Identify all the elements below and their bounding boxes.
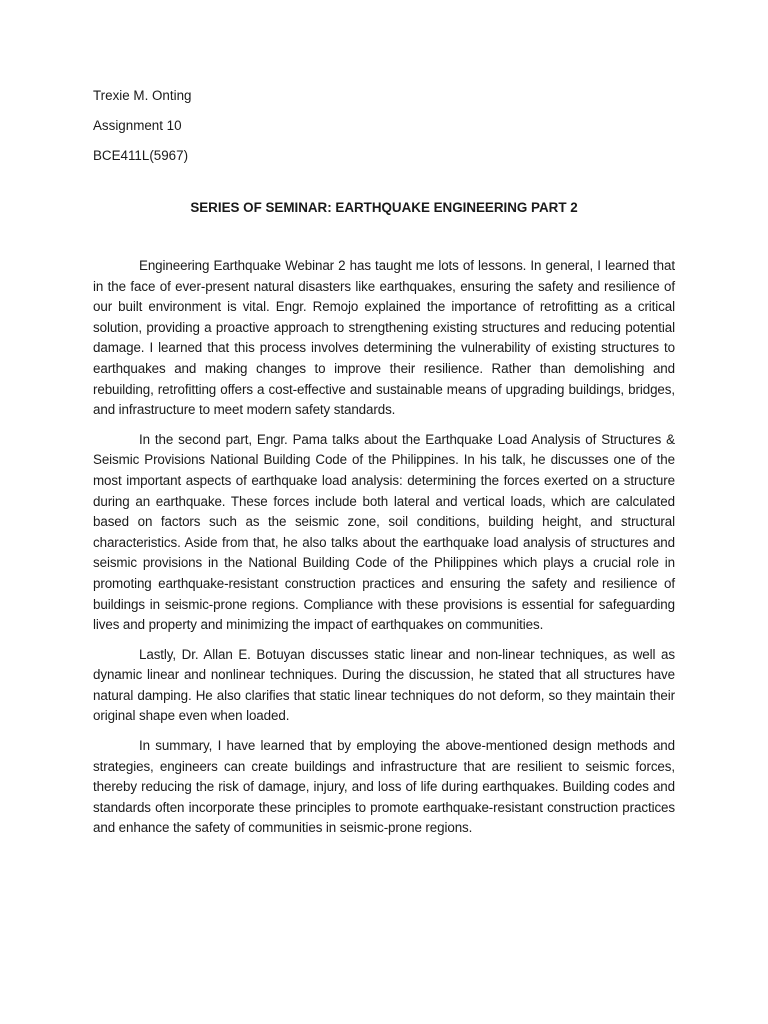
- paragraph-summary: In summary, I have learned that by employing the above-mentioned design methods and strategies, engineers can create buildings and infrastructure that are resilient to seismic forces, thereby reducing the risk of damage, injury, and loss of life during earthquakes. Building codes and standards often incorporate these principles to promote earthquake-resistant construction practices and enhance the safety of communities in seismic-prone regions.: [93, 738, 675, 836]
- paragraph-intro: Engineering Earthquake Webinar 2 has taught me lots of lessons. In general, I learned that in the face of ever-present natural disasters like earthquakes, ensuring the safety and resilience of our built environment is vital. Engr. Remojo explained the importance of retrofitting as a critical solution, providing a proactive approach to strengthening existing structures and reducing potential damage. I learned that this process involves determining the vulnerability of existing structures to earthquakes and making changes to improve their resilience. Rather than demolishing and rebuilding, retrofitting offers a cost-effective and sustainable means of upgrading buildings, bridges, and infrastructure to meet modern safety standards.: [93, 258, 675, 418]
- document-title: SERIES OF SEMINAR: EARTHQUAKE ENGINEERING PART 2: [190, 200, 578, 215]
- course-code: BCE411L(5967): [93, 148, 189, 163]
- author-name: Trexie M. Onting: [93, 88, 192, 103]
- paragraph-second-part: In the second part, Engr. Pama talks about the Earthquake Load Analysis of Structures & Seismic Provisions National Building Code of the Philippines. In his talk, he discusses one of the most important aspects of earthquake load analysis: determining the forces exerted on a structure during an earthquake. These forces include both lateral and vertical loads, which are calculated based on factors such as the seismic zone, soil conditions, building height, and structural characteristics. Aside from that, he also talks about the earthquake load analysis of structures and seismic provisions in the National Building Code of the Philippines which plays a crucial role in promoting earthquake-resistant construction practices and ensuring the safety and resilience of buildings in seismic-prone regions. Compliance with these provisions is essential for safeguarding lives and property and minimizing the impact of earthquakes on communities.: [93, 431, 675, 633]
- assignment-label: Assignment 10: [93, 118, 182, 133]
- document-page: [93, 86, 675, 848]
- paragraph-lastly: Lastly, Dr. Allan E. Botuyan discusses static linear and non-linear techniques, as well as dynamic linear and nonlinear techniques. During the discussion, he stated that all structures have natural damping. He also clarifies that static linear techniques do not deform, so they maintain their original shape even when loaded.: [93, 646, 675, 724]
